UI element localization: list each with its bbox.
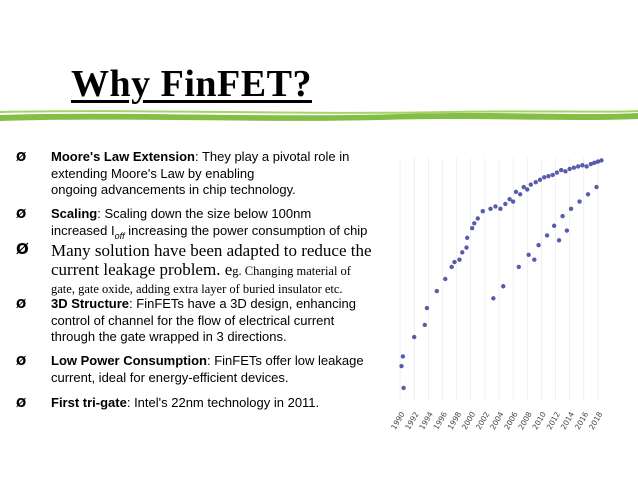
data-point [538, 178, 542, 182]
bullet-text: : They play a pivotal role in [194, 149, 350, 164]
data-point [493, 204, 497, 208]
data-point [481, 209, 485, 213]
x-tick-label: 2004 [488, 410, 506, 432]
bullet-glyph: Ø [16, 150, 27, 164]
data-point [518, 192, 522, 196]
bullet-text: ongoing advancements in chip technology. [51, 182, 296, 197]
x-tick-label: 2018 [587, 410, 605, 432]
bullet-glyph: Ø [16, 240, 29, 258]
data-point [464, 245, 468, 249]
bullet-text: current leakage problem. e [51, 260, 233, 279]
bullet-glyph: Ø [16, 354, 27, 368]
bullet-text: : Intel's 22nm technology in 2011. [126, 395, 320, 410]
title-underline-brush [0, 103, 638, 129]
data-point [476, 216, 480, 220]
data-point [560, 214, 564, 218]
data-point [470, 226, 474, 230]
bullet-text: : Scaling down the size below 100nm [97, 206, 312, 221]
data-point [572, 165, 576, 169]
data-point [563, 169, 567, 173]
bullet-text: Many solution have been adapted to reduce the [51, 241, 372, 260]
brush-stroke [0, 113, 638, 121]
data-point [542, 175, 546, 179]
bullet-glyph: Ø [16, 207, 27, 221]
x-tick-label: 1996 [431, 410, 449, 432]
data-point [503, 202, 507, 206]
bullet-text: g. Changing material of [232, 264, 351, 278]
bullet-text: through the gate wrapped in 3 directions. [51, 329, 287, 344]
x-tick-label: 2016 [572, 410, 591, 432]
x-tick-label: 2008 [516, 410, 534, 432]
data-point [567, 167, 571, 171]
bullet-term: First tri-gate [51, 395, 127, 410]
data-point [565, 228, 569, 232]
data-point [491, 296, 495, 300]
x-tick-label: 2014 [558, 410, 577, 432]
data-point [534, 180, 538, 184]
data-point [465, 236, 469, 240]
bullet-glyph: Ø [16, 396, 27, 410]
transistor-scatter-chart [383, 150, 613, 435]
data-point [555, 170, 559, 174]
brush-stroke-thin [0, 111, 638, 113]
data-point [559, 168, 563, 172]
chart-points [399, 158, 603, 390]
data-point [472, 221, 476, 225]
data-point [517, 265, 521, 269]
data-point [525, 187, 529, 191]
data-point [526, 253, 530, 257]
data-point [425, 306, 429, 310]
data-point [551, 173, 555, 177]
data-point [599, 158, 603, 162]
x-tick-label: 2012 [544, 410, 563, 432]
data-point [532, 257, 536, 261]
bullet-term: 3D Structure [51, 296, 130, 311]
x-tick-label: 1992 [403, 410, 421, 432]
data-point [443, 277, 447, 281]
bullet-term: Scaling [51, 206, 98, 221]
x-tick-label: 1998 [445, 410, 464, 432]
chart-grid [400, 158, 598, 400]
data-point [546, 174, 550, 178]
bullet-text: increasing the power consumption of chip [124, 222, 368, 238]
data-point [412, 335, 416, 339]
bullet-text: gate, gate oxide, adding extra layer of buried insulator etc. [51, 282, 343, 296]
data-point [569, 207, 573, 211]
data-point [545, 233, 549, 237]
data-point [449, 265, 453, 269]
data-point [501, 284, 505, 288]
data-point [452, 260, 456, 264]
data-point [577, 199, 581, 203]
data-point [460, 250, 464, 254]
data-point [536, 243, 540, 247]
bullet-term: Low Power Consumption [51, 353, 207, 368]
data-point [594, 185, 598, 189]
data-point [514, 190, 518, 194]
x-tick-label: 2006 [502, 410, 520, 432]
x-tick-label: 2002 [474, 410, 492, 432]
slide-title: Why FinFET? [71, 63, 312, 105]
bullet-text: current, ideal for energy-efficient devices. [51, 369, 289, 385]
chart-x-ticks [389, 410, 604, 431]
x-tick-label: 2000 [459, 410, 478, 432]
data-point [557, 238, 561, 242]
bullet-term: Moore's Law Extension [51, 149, 195, 164]
bullet-glyph: Ø [16, 297, 27, 311]
data-point [457, 257, 461, 261]
bullet-text: increased I [51, 222, 115, 238]
data-point [488, 207, 492, 211]
data-point [401, 354, 405, 358]
bullet-text: : FinFETs have a 3D design, enhancing [129, 296, 356, 311]
data-point [511, 199, 515, 203]
bullet-text: : FinFETs offer low leakage [207, 353, 364, 368]
bullet-text: extending Moore's Law by enabling [51, 165, 255, 181]
data-point [423, 323, 427, 327]
data-point [498, 207, 502, 211]
data-point [399, 364, 403, 368]
subscript-off: off [114, 230, 125, 241]
data-point [552, 224, 556, 228]
data-point [580, 163, 584, 167]
data-point [529, 182, 533, 186]
data-point [576, 164, 580, 168]
x-tick-label: 1990 [389, 410, 407, 432]
data-point [584, 164, 588, 168]
x-tick-label: 1994 [417, 410, 435, 432]
data-point [401, 386, 405, 390]
x-tick-label: 2010 [530, 410, 548, 432]
bullet-text: control of channel for the flow of electrical current [51, 312, 335, 328]
data-point [586, 192, 590, 196]
data-point [435, 289, 439, 293]
